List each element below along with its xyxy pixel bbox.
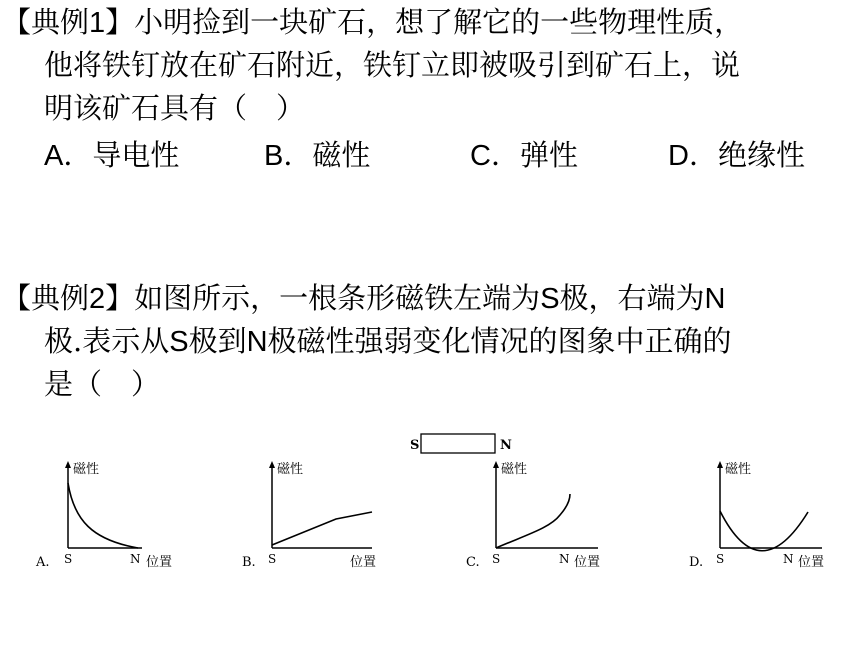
magnet-s-pole: S bbox=[410, 438, 420, 453]
y-axis-arrow-icon bbox=[717, 461, 723, 468]
x-end-pole: N bbox=[559, 552, 570, 566]
bracket-open: 【 bbox=[2, 5, 32, 39]
option-c-text: 弹性 bbox=[519, 138, 578, 172]
x-axis-label: 位置 bbox=[350, 555, 377, 570]
magnet-body bbox=[421, 434, 495, 453]
example-1-label: 典例1 bbox=[31, 7, 106, 39]
option-b-text: 磁性 bbox=[312, 138, 371, 172]
pole-s-text: S bbox=[169, 326, 189, 358]
x-start-pole: S bbox=[268, 552, 277, 566]
option-a-letter: A． bbox=[44, 140, 93, 172]
y-axis-label: 磁性 bbox=[501, 462, 528, 477]
bracket-close: 】 bbox=[105, 281, 135, 315]
pole-n-text: N bbox=[246, 326, 268, 358]
y-axis-arrow-icon bbox=[65, 461, 71, 468]
graph-a bbox=[35, 461, 172, 570]
graph-option-label: B. bbox=[242, 555, 256, 570]
example-1-line-2: 他将铁钉放在矿石附近，铁钉立即被吸引到矿石上，说 bbox=[44, 48, 741, 82]
example-2-text-1b: 极，右端为 bbox=[559, 281, 705, 315]
x-axis-label: 位置 bbox=[574, 555, 601, 570]
x-axis-label: 位置 bbox=[146, 555, 173, 570]
graph-c bbox=[466, 461, 600, 570]
example-2-line-3: 是（ ） bbox=[44, 367, 161, 401]
example-1-text-1: 小明捡到一块矿石，想了解它的一些物理性质， bbox=[134, 5, 744, 39]
y-axis-arrow-icon bbox=[269, 461, 275, 468]
option-d-text: 绝缘性 bbox=[717, 138, 805, 172]
option-b-letter: B． bbox=[264, 140, 313, 172]
x-start-pole: S bbox=[64, 552, 73, 566]
y-axis-label: 磁性 bbox=[725, 462, 752, 477]
example-1-line-3: 明该矿石具有（ ） bbox=[44, 91, 306, 125]
y-axis-arrow-icon bbox=[493, 461, 499, 468]
example-2-label: 典例2 bbox=[31, 283, 106, 315]
x-end-pole: N bbox=[783, 552, 794, 566]
bar-magnet bbox=[410, 434, 512, 453]
curve-d bbox=[720, 511, 808, 551]
bracket-open: 【 bbox=[2, 281, 32, 315]
example-2-text-2a: 极.表示从 bbox=[44, 324, 170, 358]
graph-option-label: C. bbox=[466, 555, 480, 570]
example-2-text-2b: 极到 bbox=[188, 324, 247, 358]
bracket-close: 】 bbox=[105, 5, 135, 39]
curve-a bbox=[68, 483, 138, 548]
example-2-text-2c: 极磁性强弱变化情况的图象中正确的 bbox=[267, 324, 732, 358]
x-start-pole: S bbox=[492, 552, 501, 566]
graph-b bbox=[242, 461, 376, 570]
x-start-pole: S bbox=[716, 552, 725, 566]
curve-c bbox=[496, 494, 570, 548]
pole-s-text: S bbox=[540, 283, 560, 315]
option-d-letter: D． bbox=[668, 140, 718, 172]
option-c-letter: C． bbox=[470, 140, 520, 172]
graph-option-label: A. bbox=[36, 555, 50, 570]
curve-b bbox=[272, 512, 372, 545]
example-2-text-1a: 如图所示，一根条形磁铁左端为 bbox=[134, 281, 541, 315]
y-axis-label: 磁性 bbox=[73, 462, 100, 477]
graph-d bbox=[689, 461, 824, 570]
y-axis-label: 磁性 bbox=[277, 462, 304, 477]
option-a-text: 导电性 bbox=[92, 138, 180, 172]
graph-option-label: D. bbox=[689, 555, 704, 570]
pole-n-text: N bbox=[704, 283, 726, 315]
magnet-n-pole: N bbox=[500, 438, 512, 453]
x-axis-label: 位置 bbox=[798, 555, 825, 570]
x-end-pole: N bbox=[130, 552, 141, 566]
